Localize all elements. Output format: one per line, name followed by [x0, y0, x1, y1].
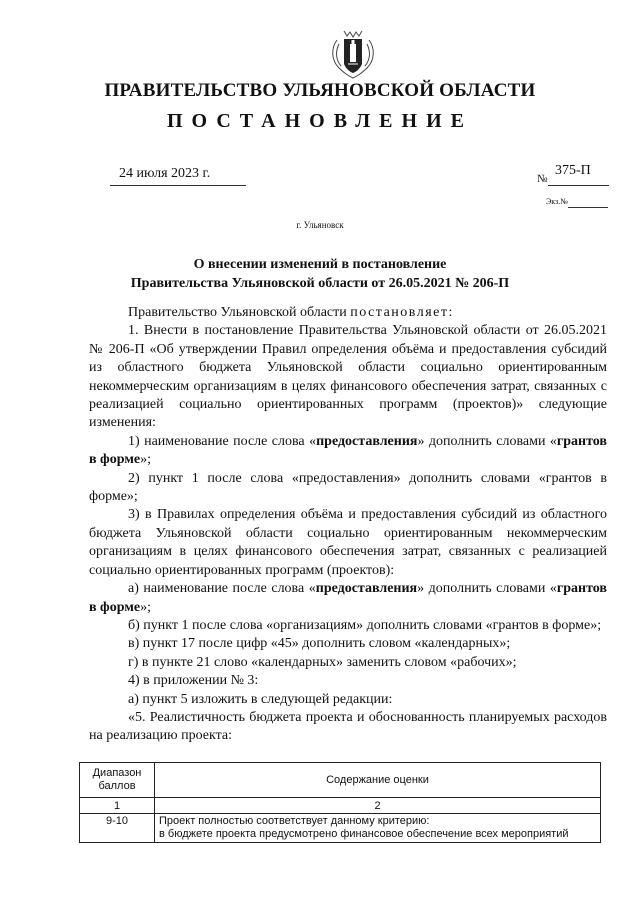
paragraph-item-v: в) пункт 17 после цифр «45» дополнить словом «календарных»;: [128, 636, 511, 652]
cell-text: в бюджете проекта предусмотрено финансовое обеспечение всех мероприятий: [159, 828, 569, 840]
text-fragment: 1) наименование после слова «: [128, 433, 317, 449]
city-name: г. Ульяновск: [296, 220, 344, 230]
intro-prefix: Правительство Ульяновской области: [128, 305, 351, 320]
table-cell: [155, 814, 601, 843]
paragraph-sub-a: а) пункт 5 изложить в следующей редакции:: [128, 691, 393, 707]
paragraph-item-2: 2) пункт 1 после слова «предоставления» дополнить словами «грантов в форме»;: [89, 470, 607, 505]
paragraph-1: 1. Внести в постановление Правительства Ульяновской области от 26.05.2021 № 206-П «Об утверждении Правил определения объёма и предоставления субсидий из областного бюджета Ульяновской области социально ориентированным некоммерческим организациям в целях финансового обеспечения затрат, связанных с реализацией социально ориентированных программ (проектов)» следующие изменения:: [89, 323, 607, 431]
table-index-row: [80, 798, 601, 814]
table-cell: 2: [155, 798, 601, 814]
document-number: 375-П: [555, 163, 591, 178]
cell-text: Проект полностью соответствует данному критерию:: [159, 815, 430, 827]
document-title: [0, 255, 640, 293]
document-date: 24 июля 2023 г.: [119, 166, 211, 181]
government-name: ПРАВИТЕЛЬСТВО УЛЬЯНОВСКОЙ ОБЛАСТИ: [104, 80, 536, 101]
coat-of-arms-icon: [327, 26, 379, 80]
intro-paragraph: [89, 304, 607, 322]
paragraph-item-a: [89, 580, 607, 617]
title-line-1: О внесении изменений в постановление: [193, 257, 447, 272]
document-body: [89, 304, 607, 746]
text-fragment: » дополнить словами «: [417, 433, 557, 449]
copy-number-underline: [568, 207, 608, 208]
number-sign: №: [537, 173, 548, 185]
title-line-2: Правительства Ульяновской области от 26.05.2021 № 206-П: [130, 276, 510, 291]
paragraph-quote-5: «5. Реалистичность бюджета проекта и обоснованность планируемых расходов на реализацию проекта:: [89, 709, 607, 744]
number-underline: [548, 185, 609, 186]
text-fragment: »;: [140, 452, 151, 468]
paragraph-item-4: 4) в приложении № 3:: [128, 673, 259, 689]
document-type: ПОСТАНОВЛЕНИЕ: [167, 110, 473, 132]
header-text: баллов: [98, 780, 136, 792]
table-header-row: [80, 763, 601, 798]
intro-resolves: постановляет:: [350, 305, 454, 320]
column-header-range: [80, 763, 155, 798]
table-cell: 9-10: [80, 814, 155, 843]
bold-fragment: предоставления: [315, 581, 418, 597]
column-header-content: Содержание оценки: [155, 763, 601, 798]
header-text: Диапазон: [92, 767, 142, 779]
text-fragment: » дополнить словами «: [417, 581, 557, 597]
bold-fragment: грантов в форме: [89, 433, 607, 468]
paragraph-item-1: [89, 433, 607, 470]
text-fragment: а) наименование после слова «: [128, 581, 316, 597]
table-row: [80, 814, 601, 843]
date-underline: [110, 185, 246, 186]
paragraph-item-3: 3) в Правилах определения объёма и предоставления субсидий из областного бюджета Ульяновской области социально ориентированным некоммерческим организациям в целях финансового обеспечения затрат, связанных с реализацией социально ориентированных программ (проектов):: [89, 507, 607, 578]
copy-number-label: Экз.№: [546, 197, 568, 206]
text-fragment: »;: [140, 599, 151, 615]
assessment-table: [79, 762, 601, 843]
paragraph-item-g: г) в пункте 21 слово «календарных» заменить словом «рабочих»;: [128, 654, 517, 670]
paragraph-item-b: б) пункт 1 после слова «организациям» дополнить словами «грантов в форме»;: [128, 617, 602, 633]
bold-fragment: грантов в форме: [89, 581, 607, 615]
table-cell: 1: [80, 798, 155, 814]
bold-fragment: предоставления: [316, 433, 418, 449]
